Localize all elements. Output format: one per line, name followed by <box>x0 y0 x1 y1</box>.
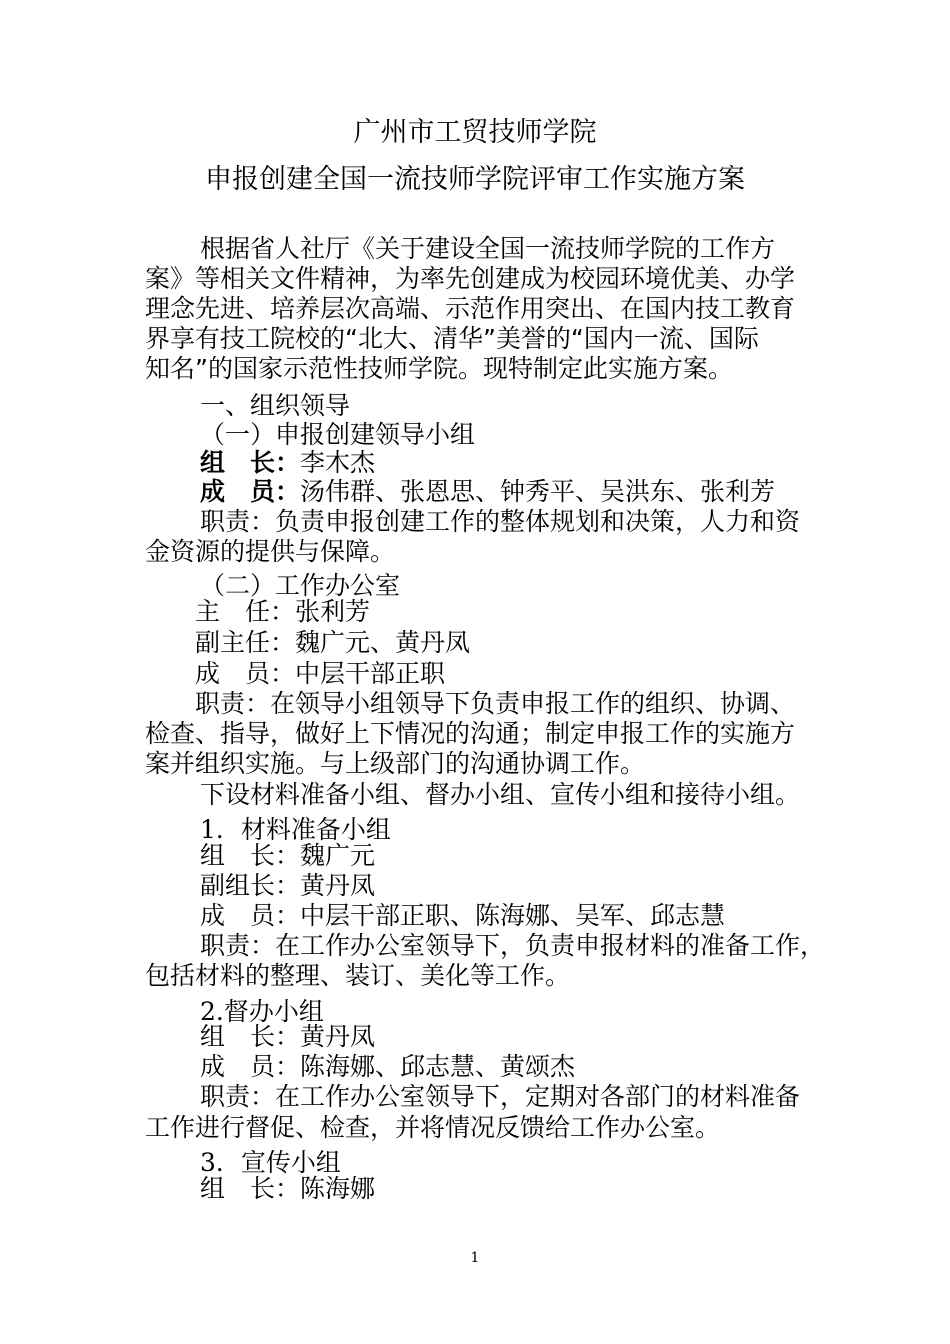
materials-deputy: 副组长：黄丹凤 <box>200 871 376 900</box>
intro-line-1: 根据省人社厅《关于建设全国一流技师学院的工作方 <box>200 234 776 263</box>
group-heading-office: （二）工作办公室 <box>200 571 401 600</box>
supervision-duty-line-2: 工作进行督促、检查，并将情况反馈给工作办公室。 <box>145 1113 721 1142</box>
members-names: 汤伟群、张恩思、钟秀平、吴洪东、张利芳 <box>300 477 776 506</box>
intro-line-5: 知名”的国家示范性技师学院。现特制定此实施方案。 <box>145 354 733 383</box>
materials-duty-line-1: 职责：在工作办公室领导下，负责申报材料的准备工作， <box>200 931 826 960</box>
office-members: 成 员：中层干部正职 <box>195 659 446 688</box>
office-subgroups-note: 下设材料准备小组、督办小组、宣传小组和接待小组。 <box>200 780 801 809</box>
leadership-duty-line-2: 金资源的提供与保障。 <box>145 537 396 566</box>
document-title: 广州市工贸技师学院 <box>353 117 597 148</box>
office-duty-line-3: 案并组织实施。与上级部门的沟通协调工作。 <box>145 749 646 778</box>
leadership-leader-row <box>200 448 375 478</box>
leader-label: 组 长： <box>200 448 301 477</box>
publicity-leader: 组 长：陈海娜 <box>200 1174 376 1203</box>
supervision-leader: 组 长：黄丹凤 <box>200 1022 376 1051</box>
subgroup-heading-publicity: 3．宣传小组 <box>200 1148 341 1177</box>
page-number: 1 <box>470 1250 480 1266</box>
section-heading-organization: 一、组织领导 <box>200 391 351 420</box>
subgroup-heading-materials: 1．材料准备小组 <box>200 815 391 844</box>
leadership-duty-line-1: 职责：负责申报创建工作的整体规划和决策，人力和资 <box>200 507 801 536</box>
intro-line-3: 理念先进、培养层次高端、示范作用突出、在国内技工教育 <box>145 294 796 323</box>
leader-name: 李木杰 <box>300 448 376 477</box>
members-label: 成 员： <box>200 477 301 506</box>
office-duty-line-1: 职责：在领导小组领导下负责申报工作的组织、协调、 <box>195 689 796 718</box>
group-heading-leadership: （一）申报创建领导小组 <box>200 420 476 449</box>
supervision-duty-line-1: 职责：在工作办公室领导下，定期对各部门的材料准备 <box>200 1082 801 1111</box>
intro-line-4: 界享有技工院校的“北大、清华”美誉的“国内一流、国际 <box>145 324 759 353</box>
office-director: 主 任：张利芳 <box>195 597 371 626</box>
subgroup-heading-supervision: 2.督办小组 <box>200 997 324 1026</box>
intro-line-2: 案》等相关文件精神，为率先创建成为校园环境优美、办学 <box>145 264 796 293</box>
supervision-members: 成 员：陈海娜、邱志慧、黄颂杰 <box>200 1052 576 1081</box>
office-deputy: 副主任：魏广元、黄丹凤 <box>195 628 471 657</box>
materials-leader: 组 长：魏广元 <box>200 841 376 870</box>
leadership-members-row <box>200 477 775 507</box>
materials-duty-line-2: 包括材料的整理、装订、美化等工作。 <box>145 961 571 990</box>
materials-members: 成 员：中层干部正职、陈海娜、吴军、邱志慧 <box>200 901 726 930</box>
document-subtitle: 申报创建全国一流技师学院评审工作实施方案 <box>205 164 745 195</box>
office-duty-line-2: 检查、指导，做好上下情况的沟通；制定申报工作的实施方 <box>145 719 796 748</box>
